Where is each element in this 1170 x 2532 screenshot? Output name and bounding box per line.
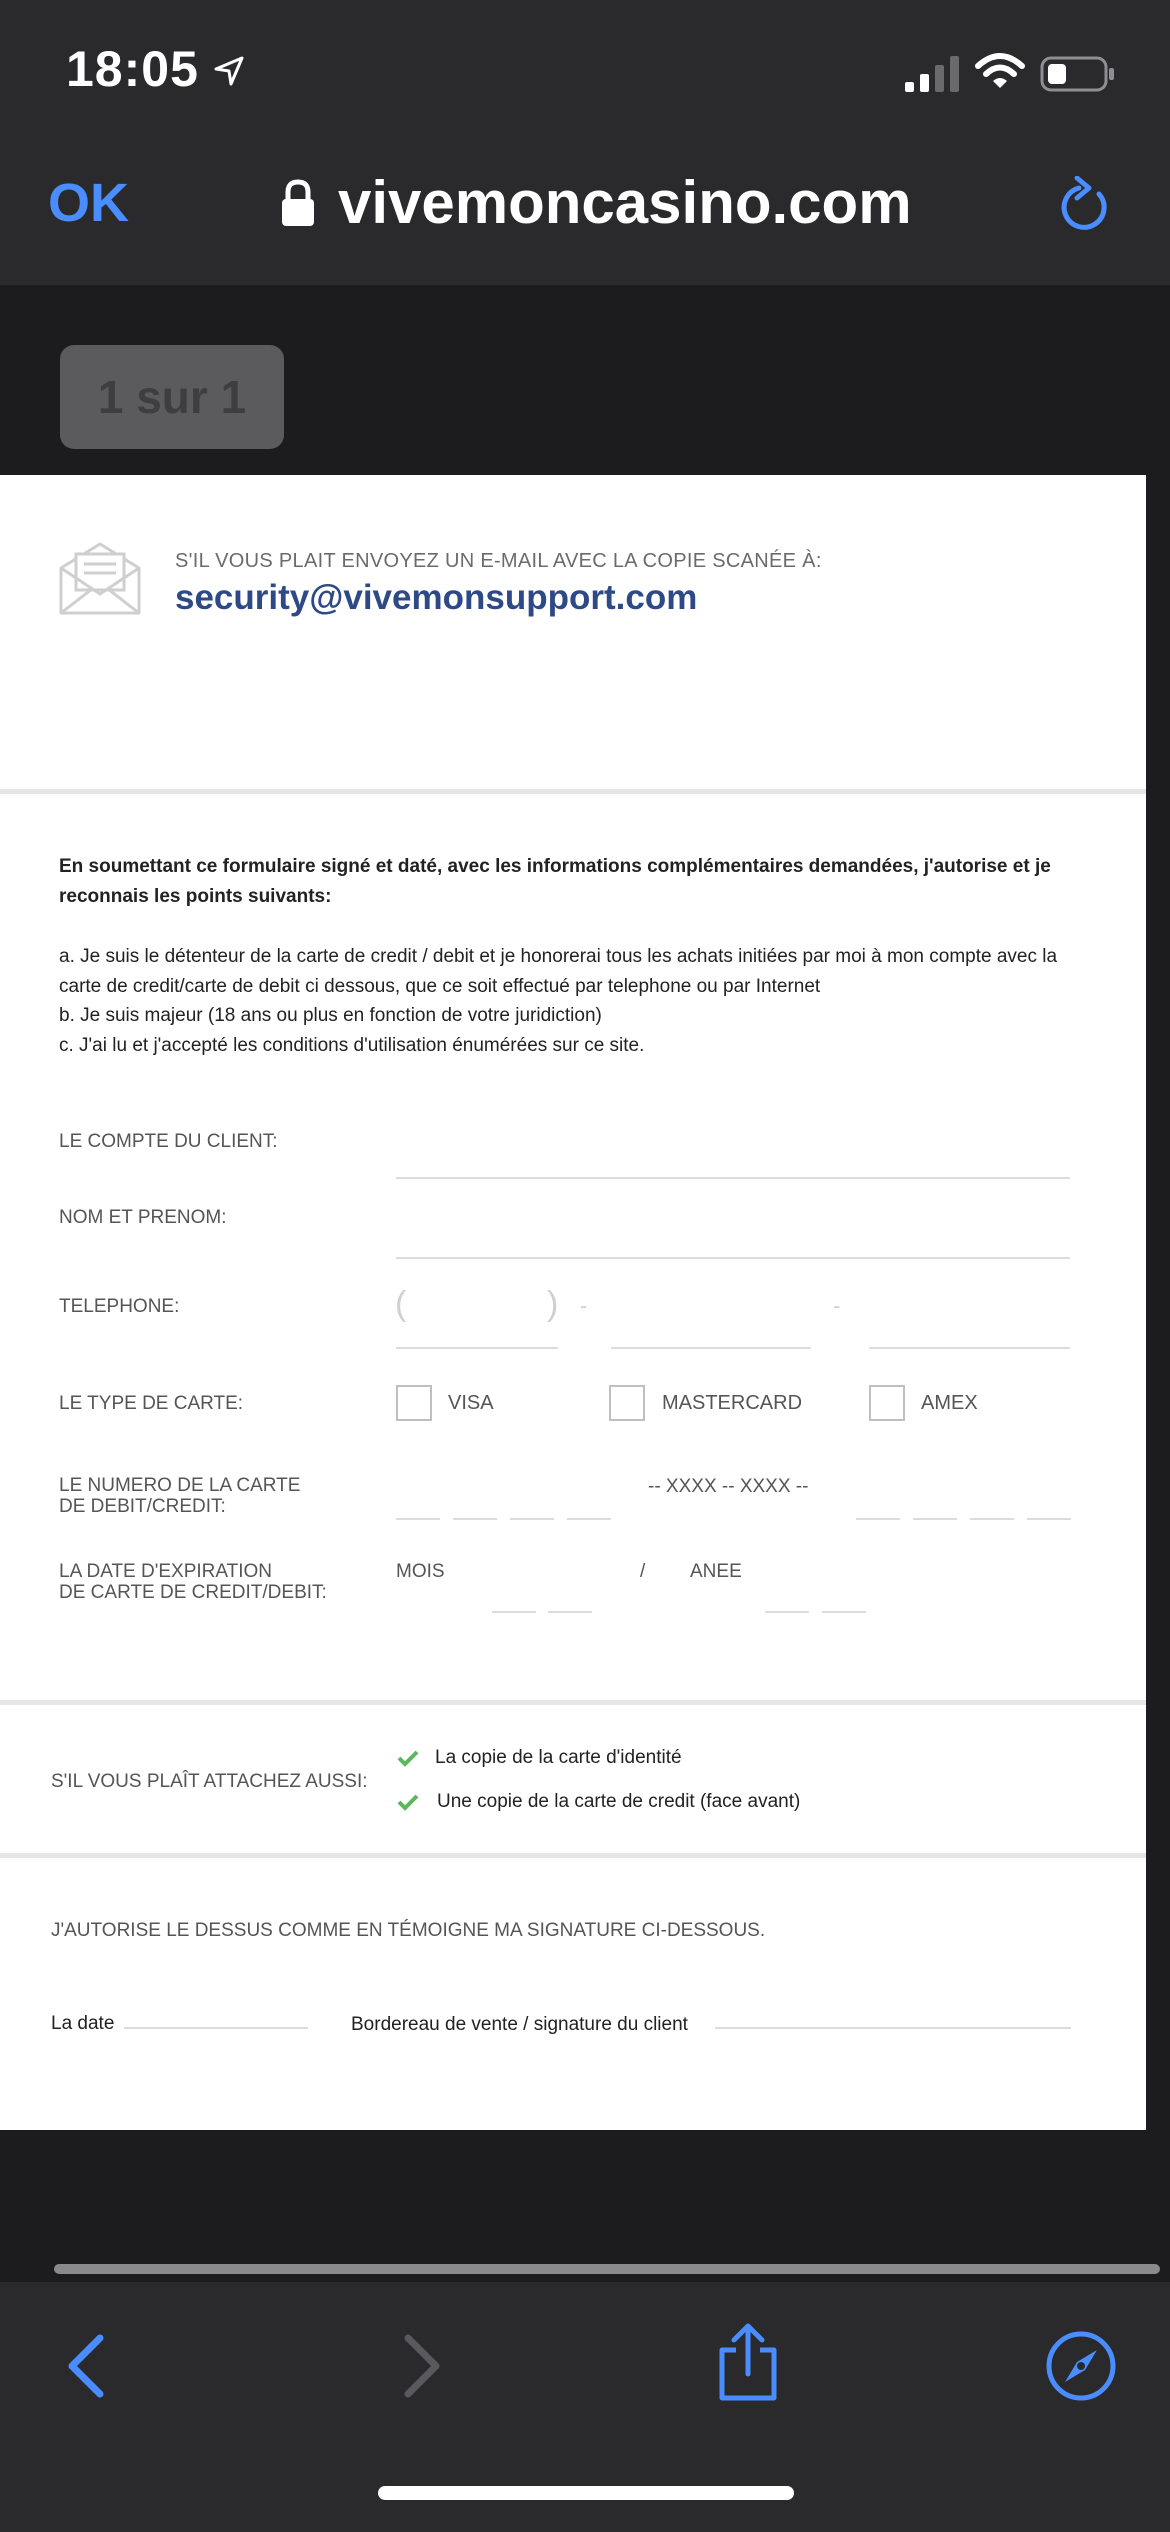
location-arrow-icon (212, 54, 246, 88)
expiry-month-label: MOIS (396, 1561, 445, 1582)
expiry-month-field[interactable] (492, 1611, 536, 1613)
check-icon (397, 1793, 419, 1811)
section-divider (0, 1700, 1146, 1705)
intro-paragraph: En soumettant ce formulaire signé et daté, avec les informations complémentaires demandées, j'autorise et je reconnais les points suivants: (59, 856, 1051, 907)
battery-icon (1040, 54, 1116, 94)
cellular-signal-icon (905, 54, 961, 94)
term-item: b. Je suis majeur (18 ans ou plus en fonction de votre juridiction) (59, 1005, 602, 1026)
status-time: 18:05 (66, 41, 199, 97)
support-email-link[interactable]: security@vivemonsupport.com (175, 578, 698, 617)
share-icon[interactable] (716, 2322, 780, 2402)
card-number-label-line2: DE DEBIT/CREDIT: (59, 1496, 226, 1517)
attachment-item: Une copie de la carte de credit (face avant) (437, 1791, 801, 1812)
check-icon (397, 1749, 419, 1767)
email-instruction-label: S'IL VOUS PLAIT ENVOYEZ UN E-MAIL AVEC LA COPIE SCANÉE À: (175, 550, 822, 572)
phone-area-field[interactable] (396, 1347, 558, 1349)
amex-checkbox[interactable] (869, 1385, 905, 1421)
card-digit-field[interactable] (567, 1518, 611, 1520)
envelope-icon (58, 540, 142, 616)
card-digit-field[interactable] (856, 1518, 900, 1520)
home-indicator[interactable] (378, 2486, 794, 2500)
expiry-label-line2: DE CARTE DE CREDIT/DEBIT: (59, 1582, 327, 1603)
expiry-year-field[interactable] (822, 1611, 866, 1613)
term-item: a. Je suis le détenteur de la carte de credit / debit et je honorerai tous les achats initiées par moi à mon compte avec la carte de credit/carte de debit ci dessous, que ce soit effectué par telephone ou par Internet (59, 946, 1058, 997)
expiry-year-label: ANEE (690, 1561, 742, 1582)
url-domain[interactable]: vivemoncasino.com (338, 169, 912, 236)
expiry-label (59, 1561, 327, 1603)
card-digit-field[interactable] (970, 1518, 1014, 1520)
expiry-slash: / (640, 1561, 646, 1582)
card-number-mask: -- XXXX -- XXXX -- (648, 1476, 809, 1497)
wifi-icon (975, 52, 1025, 92)
card-digit-field[interactable] (913, 1518, 957, 1520)
back-icon[interactable] (62, 2334, 110, 2398)
expiry-year-field[interactable] (765, 1611, 809, 1613)
visa-checkbox[interactable] (396, 1385, 432, 1421)
expiry-label-line1: LA DATE D'EXPIRATION (59, 1561, 273, 1582)
card-digit-field[interactable] (1027, 1518, 1071, 1520)
phone-prefix-field[interactable] (611, 1347, 811, 1349)
date-label: La date (51, 2013, 115, 2034)
card-number-label-line1: LE NUMERO DE LA CARTE (59, 1475, 301, 1496)
name-label: NOM ET PRENOM: (59, 1207, 227, 1228)
compass-icon[interactable] (1045, 2330, 1117, 2402)
phone-number-field[interactable] (869, 1347, 1070, 1349)
terms-list (59, 942, 1089, 1060)
page-indicator: 1 sur 1 (60, 345, 284, 449)
horizontal-scrollbar[interactable] (54, 2264, 1160, 2274)
amex-label: AMEX (921, 1392, 978, 1414)
name-field[interactable] (396, 1257, 1070, 1259)
phone-paren-close: ) (547, 1285, 559, 1323)
account-label: LE COMPTE DU CLIENT: (59, 1131, 278, 1152)
phone-dash: - (580, 1293, 588, 1318)
authorize-statement: J'AUTORISE LE DESSUS COMME EN TÉMOIGNE MA SIGNATURE CI-DESSOUS. (51, 1920, 766, 1941)
lock-icon (280, 178, 316, 228)
attachment-item: La copie de la carte d'identité (435, 1747, 682, 1768)
section-divider (0, 789, 1146, 794)
card-digit-field[interactable] (510, 1518, 554, 1520)
account-field[interactable] (396, 1177, 1070, 1179)
browser-url-bar (0, 140, 1170, 285)
card-type-label: LE TYPE DE CARTE: (59, 1393, 244, 1414)
reload-icon[interactable] (1055, 176, 1115, 236)
expiry-month-field[interactable] (548, 1611, 592, 1613)
status-bar (0, 0, 1170, 140)
attach-label: S'IL VOUS PLAÎT ATTACHEZ AUSSI: (51, 1771, 368, 1792)
card-digit-field[interactable] (396, 1518, 440, 1520)
card-digit-field[interactable] (453, 1518, 497, 1520)
mastercard-checkbox[interactable] (609, 1385, 645, 1421)
signature-field[interactable] (715, 2027, 1071, 2029)
done-button[interactable]: OK (48, 173, 129, 233)
date-field[interactable] (124, 2027, 308, 2029)
visa-label: VISA (448, 1392, 494, 1414)
mastercard-label: MASTERCARD (662, 1392, 803, 1414)
card-number-label (59, 1475, 300, 1517)
term-item: c. J'ai lu et j'accepté les conditions d'utilisation énumérées sur ce site. (59, 1034, 645, 1056)
phone-paren-open: ( (395, 1285, 407, 1323)
signature-label: Bordereau de vente / signature du client (351, 2014, 688, 2035)
phone-label: TELEPHONE: (59, 1296, 180, 1317)
forward-icon[interactable] (398, 2334, 446, 2398)
section-divider (0, 1853, 1146, 1858)
phone-dash: - (833, 1293, 841, 1318)
